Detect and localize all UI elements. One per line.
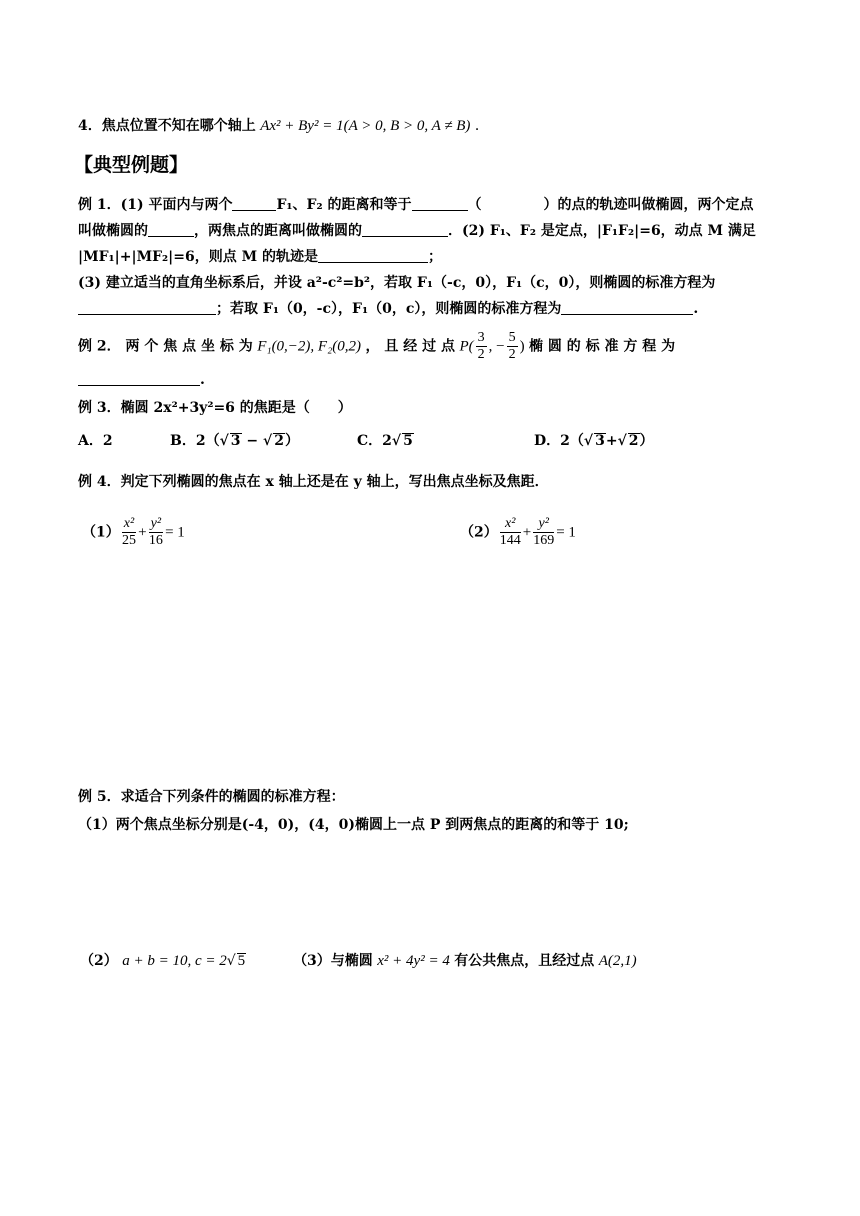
ex1-text: . <box>693 301 699 317</box>
ex2-foci: F₁(0,−2), F₂(0,2) <box>257 338 362 355</box>
fraction-numerator: y² <box>533 516 554 533</box>
ex1-line4 <box>78 273 715 293</box>
ex5-q3-text: 有公共焦点，且经过点 <box>454 953 595 969</box>
ex1-text: 叫做椭圆的 <box>78 223 148 239</box>
fraction-numerator: 3 <box>477 330 485 345</box>
operator: + <box>522 524 532 541</box>
ex4-equation-2 <box>460 516 576 549</box>
choice-text: ） <box>284 433 299 449</box>
ex2-label: 例 2． 两 个 焦 点 坐 标 为 <box>78 338 253 355</box>
ex2-point-suffix: ) <box>519 338 525 355</box>
blank-field[interactable] <box>362 222 448 237</box>
blank-field[interactable] <box>412 196 468 211</box>
item4-suffix: ． <box>474 118 489 134</box>
equals: = 1 <box>556 524 576 541</box>
ex1-line3 <box>78 247 442 267</box>
fraction-denominator: 169 <box>533 533 555 548</box>
fraction-numerator: y² <box>150 516 162 531</box>
equals: = 1 <box>165 524 185 541</box>
choice-text: D．2（ <box>534 433 584 449</box>
blank-field[interactable] <box>78 300 216 315</box>
ex1-line1 <box>78 195 754 215</box>
ex2-end: . <box>200 372 205 388</box>
item4-line <box>78 116 489 136</box>
fraction-numerator: 5 <box>508 330 516 345</box>
ex5-q2-formula: a + b = 10, c = 2 <box>122 953 227 969</box>
blank-field[interactable] <box>232 196 276 211</box>
ex2-point-prefix: P( <box>459 338 474 355</box>
sqrt-radicand: 3 <box>230 433 241 449</box>
ex5-q1: （1）两个焦点坐标分别是(-4，0)，(4，0)椭圆上一点 P 到两焦点的距离的和等于 10; <box>78 817 629 833</box>
fraction-denominator: 16 <box>148 533 163 548</box>
ex3-choice-d: D．2（√ 3+√ 2） <box>534 433 654 449</box>
ex1-text: （ <box>467 197 482 213</box>
equation-label: （1） <box>82 524 120 541</box>
ex1-text: 例 1．(1) 平面内与两个 <box>78 197 233 213</box>
fraction <box>476 330 487 363</box>
sqrt-radicand: 3 <box>595 433 605 449</box>
choice-text: ） <box>639 433 654 449</box>
ex2-tail: 椭 圆 的 标 准 方 程 为 <box>529 338 676 355</box>
section-title: 【典型例题】 <box>74 154 189 176</box>
ex3-choice-b: B．2（√ 3 − √ 2） <box>170 433 299 449</box>
ex2-line1: 例 2． 两 个 焦 点 坐 标 为 F₁(0,−2), F₂(0,2) ， 且 经 过 点 P( $\frac{3}{2}$ , − $\frac{5}{2}$ ) 椭 圆 的 标 准 方 程 为 <box>78 330 676 362</box>
fraction-denominator: 2 <box>477 347 485 362</box>
operator: + <box>138 524 147 541</box>
choice-text: B．2（ <box>170 433 220 449</box>
ex3-choice-c: C．2√ 5 <box>357 433 413 449</box>
fraction-numerator: x² <box>500 516 521 533</box>
ex4-equation-1 <box>82 516 185 549</box>
operator: + <box>605 433 618 449</box>
item4-formula: Ax² + By² = 1(A > 0, B > 0, A ≠ B) <box>260 118 471 134</box>
ex5-q3-point: A(2,1) <box>598 953 637 969</box>
choice-text: C．2 <box>357 433 392 449</box>
ex3-question: 例 3．椭圆 2x²+3y²=6 的焦距是（ ） <box>78 400 352 416</box>
sqrt-radicand: 2 <box>274 433 284 449</box>
sqrt-radicand: 2 <box>628 433 639 449</box>
equation-label: （2） <box>460 524 498 541</box>
fraction <box>507 330 518 363</box>
fraction-denominator: 2 <box>508 347 516 362</box>
ex1-text: F₁、F₂ 的距离和等于 <box>276 197 412 213</box>
ex1-text: ；若取 F₁（0，-c），F₁（0，c），则椭圆的标准方程为 <box>216 301 562 317</box>
fraction <box>533 516 554 549</box>
ex1-line2 <box>78 221 756 241</box>
blank-field[interactable] <box>148 222 194 237</box>
equation-label: （2） <box>80 953 118 969</box>
ex5-q3-label: （3）与椭圆 <box>293 953 373 969</box>
ex4-question: 例 4．判定下列椭圆的焦点在 x 轴上还是在 y 轴上，写出焦点坐标及焦距． <box>78 474 549 490</box>
fraction <box>122 516 136 549</box>
blank-field[interactable] <box>78 371 200 386</box>
ex1-text: (3) 建立适当的直角坐标系后，并设 a²-c²=b²，若取 F₁（-c，0），F₁（c，0），则椭圆的标准方程为 <box>78 275 716 291</box>
fraction-numerator: x² <box>123 516 135 531</box>
blank-field[interactable] <box>561 300 693 315</box>
fraction <box>149 516 163 549</box>
fraction <box>500 516 521 549</box>
ex1-text: ； <box>427 249 442 265</box>
ex1-text: ．(2) F₁、F₂ 是定点，|F₁F₂|=6，动点 M 满足 <box>448 223 756 239</box>
item4-prefix: 4．焦点位置不知在哪个轴上 <box>78 118 256 134</box>
ex1-text: |MF₁|+|MF₂|=6，则点 M 的轨迹是 <box>78 249 318 265</box>
ex1-text: ）的点的轨迹叫做椭圆，两个定点 <box>543 197 754 213</box>
ex2-line2 <box>78 370 205 390</box>
operator: − <box>246 433 259 449</box>
ex5-q3-formula: x² + 4y² = 4 <box>377 953 450 969</box>
sqrt-radicand: 5 <box>403 433 413 449</box>
sqrt-radicand: 5 <box>237 953 246 969</box>
ex1-line5 <box>78 299 698 319</box>
ex5-title: 例 5．求适合下列条件的椭圆的标准方程： <box>78 789 345 805</box>
ex2-mid: ， 且 经 过 点 <box>365 338 455 355</box>
fraction-denominator: 144 <box>499 533 521 548</box>
blank-field[interactable] <box>318 248 428 263</box>
fraction-denominator: 25 <box>121 533 136 548</box>
ex5-q2-q3: （2） a + b = 10, c = 2√ 5 （3）与椭圆 x² + 4y² = 4 有公共焦点，且经过点 A(2,1) <box>80 953 637 969</box>
ex3-choice-a: A．2 <box>78 433 113 449</box>
ex1-text: ，两焦点的距离叫做椭圆的 <box>194 223 362 239</box>
